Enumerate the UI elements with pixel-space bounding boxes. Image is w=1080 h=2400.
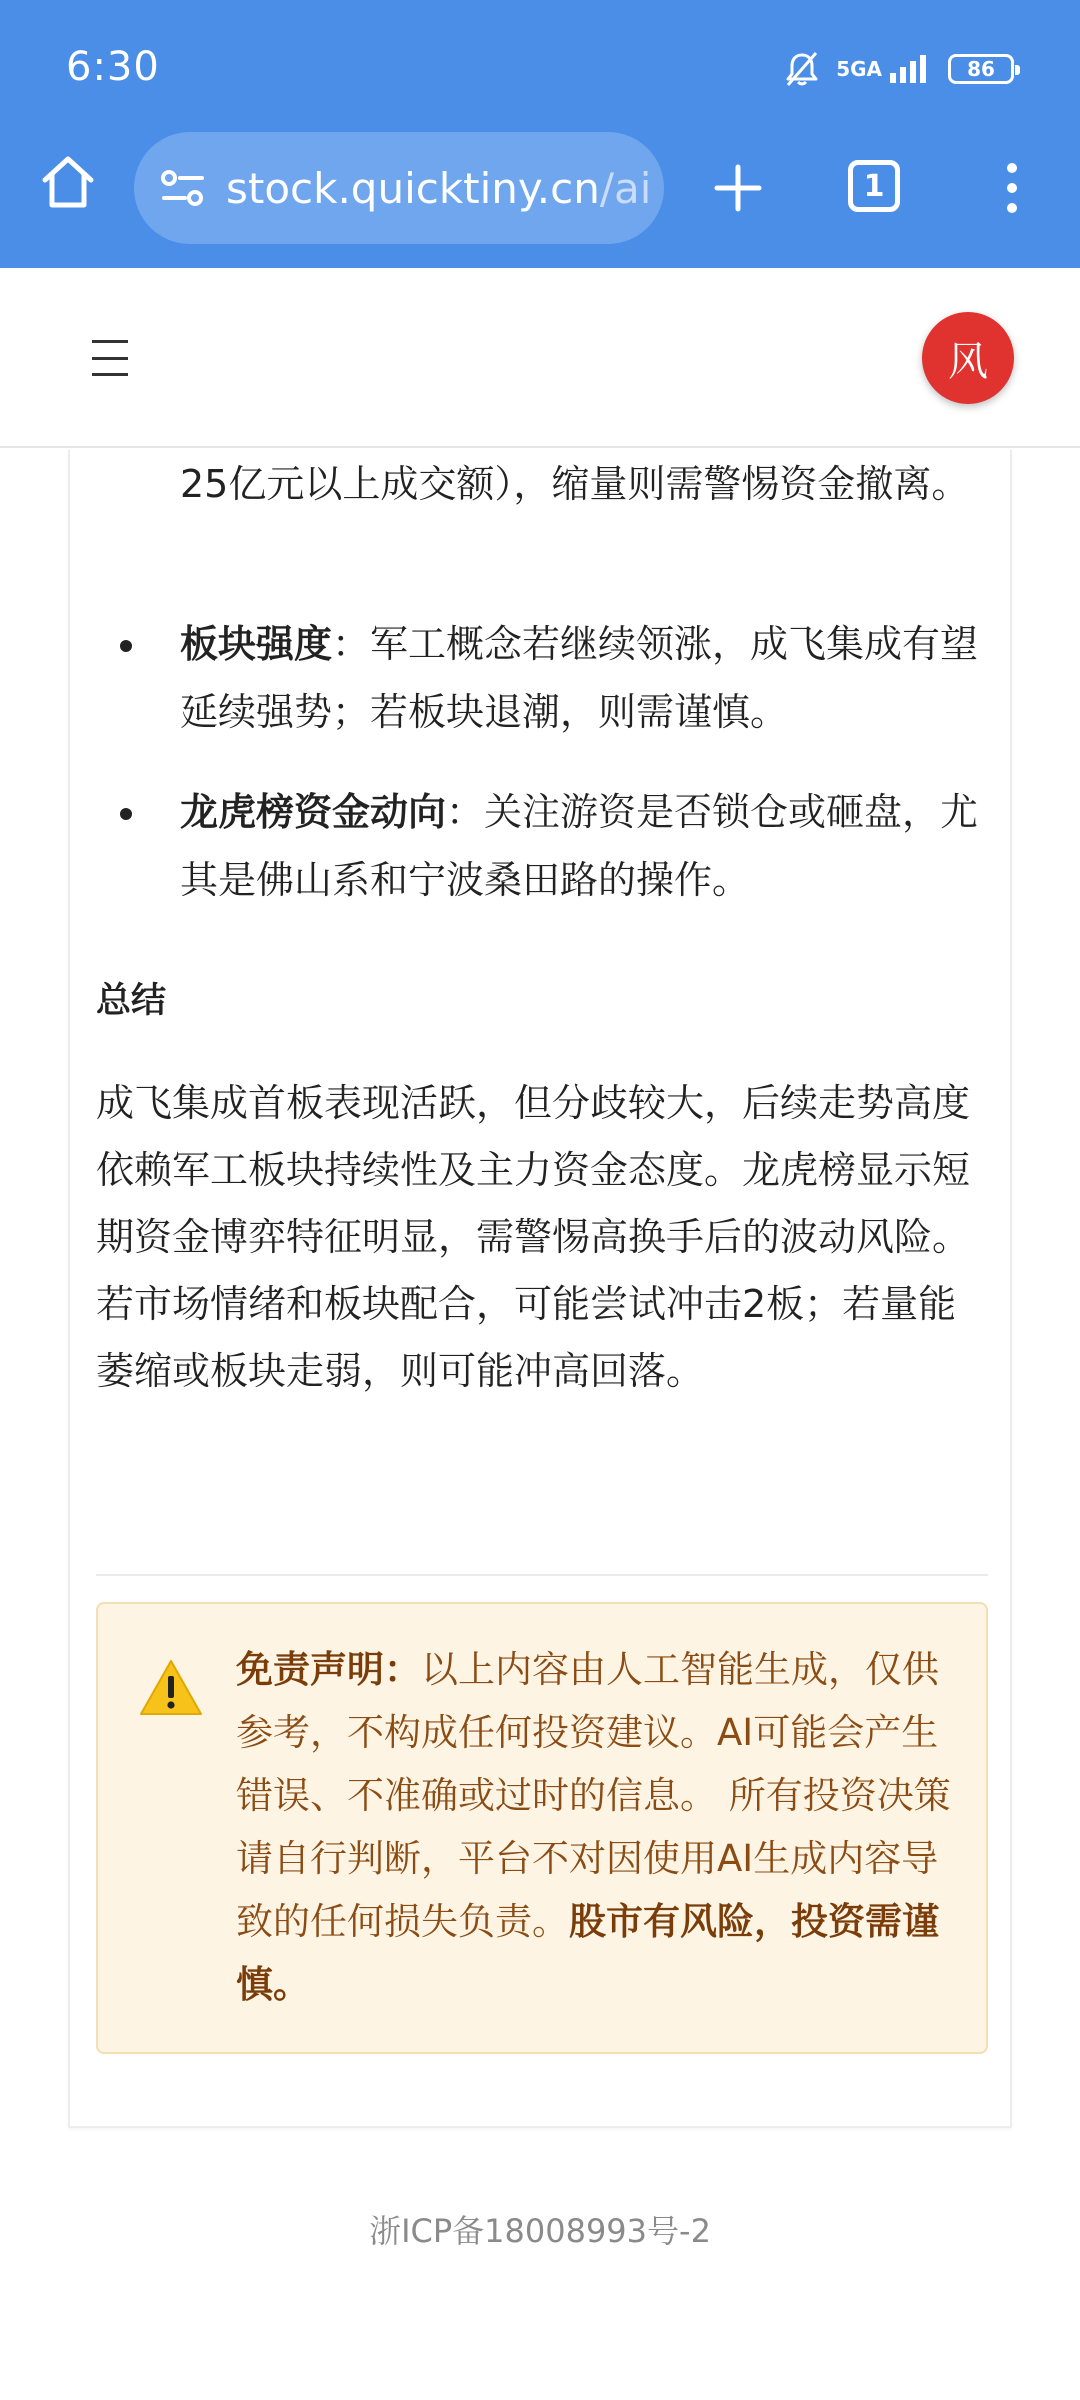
url-text[interactable] xyxy=(226,164,651,213)
user-avatar[interactable]: 风 xyxy=(922,312,1014,404)
home-button[interactable] xyxy=(36,150,100,214)
list-item xyxy=(96,610,988,746)
network-type: 5GA xyxy=(836,57,882,81)
status-time: 6:30 xyxy=(66,44,160,90)
more-vert-button[interactable] xyxy=(984,156,1040,220)
bullet-term: 板块强度 xyxy=(180,622,333,666)
plus-icon xyxy=(713,163,763,213)
bullet-continuation: 25亿元以上成交额），缩量则需警惕资金撤离。 xyxy=(180,462,970,506)
signal-icon xyxy=(888,49,934,89)
warning-icon xyxy=(138,1658,204,1718)
bullet-separator: ： xyxy=(332,622,371,666)
bell-muted-icon xyxy=(782,49,822,89)
disclaimer-body: 以上内容由人工智能生成，仅供参考，不构成任何投资建议。AI可能会产生错误、不准确或过时的信息。 所有投资决策请自行判断，平台不对因使用AI生成内容导致的任何损失负责。 xyxy=(236,1648,951,1943)
article-card xyxy=(68,450,1012,2128)
tab-count: 1 xyxy=(863,168,885,204)
site-settings-icon[interactable] xyxy=(160,168,206,208)
site-header xyxy=(0,268,1080,448)
home-icon xyxy=(39,154,97,210)
url-bar[interactable] xyxy=(134,132,664,244)
status-icons xyxy=(782,48,1014,90)
bullet-separator: ： xyxy=(446,790,485,834)
battery-level: 86 xyxy=(967,57,995,81)
icp-footer-link[interactable]: 浙ICP备18008993号-2 xyxy=(369,2212,711,2250)
new-tab-button[interactable] xyxy=(706,156,770,220)
bullet-text: 军工概念若继续领涨，成飞集成有望延续强势；若板块退潮，则需谨慎。 xyxy=(180,622,979,734)
list-item xyxy=(96,778,988,914)
bullet-text: 关注游资是否锁仓或砸盘，尤其是佛山系和宁波桑田路的操作。 xyxy=(180,790,979,902)
disclaimer-box xyxy=(96,1602,988,2054)
tab-switcher-button[interactable] xyxy=(848,160,900,212)
summary-paragraph: 成飞集成首板表现活跃，但分歧较大，后续走势高度依赖军工板块持续性及主力资金态度。龙虎榜显示短期资金博弈特征明显，需警惕高换手后的波动风险。若市场情绪和板块配合，可能尝试冲击2板；若量能萎缩或板块走弱，则可能冲高回落。 xyxy=(96,1081,971,1393)
battery-icon xyxy=(948,54,1014,84)
bullet-term: 龙虎榜资金动向 xyxy=(180,790,447,834)
hamburger-menu-button[interactable] xyxy=(92,340,132,376)
disclaimer-text xyxy=(236,1638,956,2016)
url-host: stock.quicktiny.cn xyxy=(226,163,600,213)
bullet-list xyxy=(96,610,988,946)
browser-chrome xyxy=(0,0,1080,268)
disclaimer-label: 免责声明： xyxy=(236,1648,421,1691)
more-vert-icon xyxy=(1007,163,1017,173)
hamburger-icon xyxy=(92,340,128,343)
url-path: /ai xyxy=(599,163,652,213)
divider xyxy=(96,1574,988,1576)
summary-heading: 总结 xyxy=(96,981,167,1021)
disclaimer-emphasis: 股市有风险，投资需谨慎。 xyxy=(236,1900,939,2006)
